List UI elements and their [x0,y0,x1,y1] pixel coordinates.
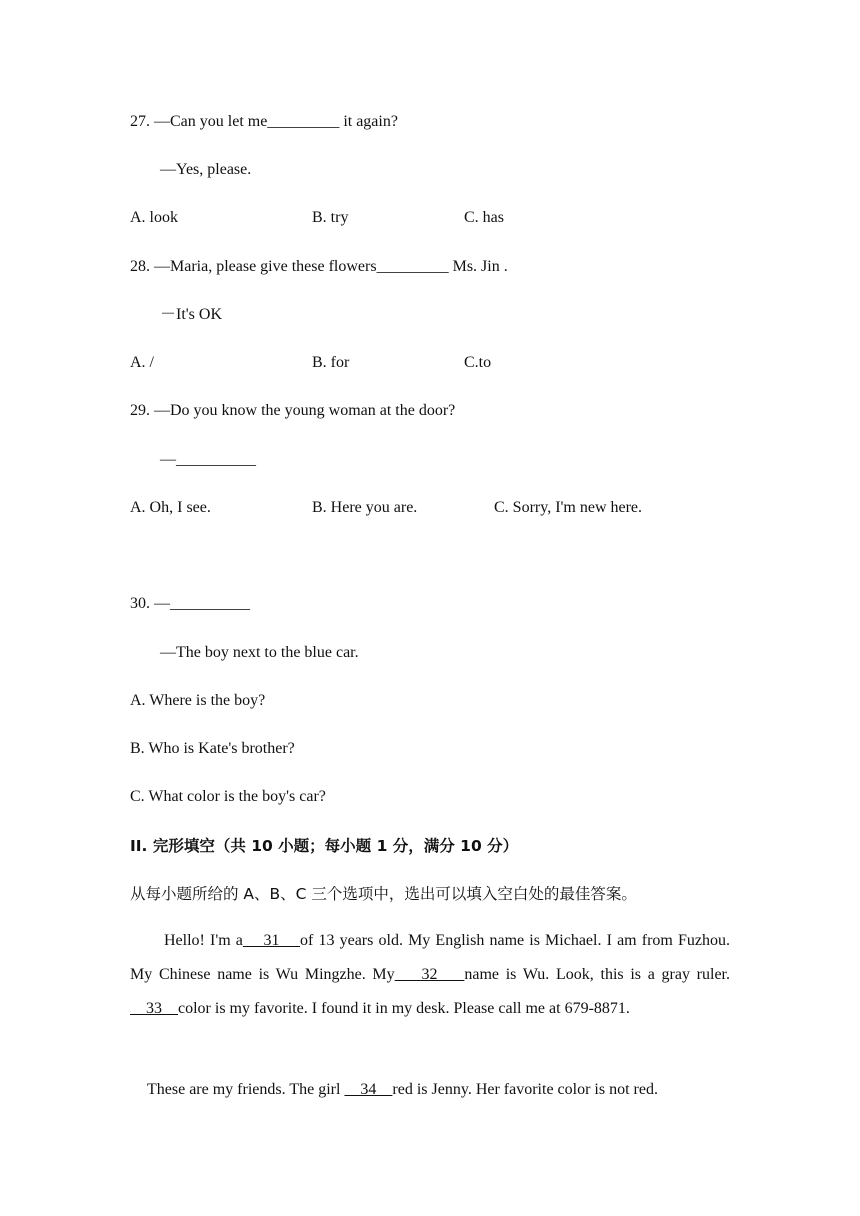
question-28-answer-line: －It's OK [160,306,222,323]
section-heading: II. 完形填空（共 10 小题；每小题 1 分，满分 10 分） [130,837,519,855]
blank-31: 31 [242,932,300,949]
option-c: C. Sorry, I'm new here. [494,499,643,516]
option-a: A. Oh, I see. [130,499,211,516]
question-27-answer-line: —Yes, please. [160,161,252,178]
option-c: C.to [464,354,492,371]
cloze-passage-paragraph-1: Hello! I'm a 31 of 13 years old. My English name is Michael. I am from Fuzhou. My Chinese name is Wu Mingzhe. My 32 name is Wu. Look, this is a gray ruler. 33 color is my favorite. I found it in my desk. Please call me at 679-8871. [130,932,730,1017]
question-30-option-a: A. Where is the boy? [130,692,266,709]
option-a: A. / [130,354,154,371]
blank-34: 34 [344,1081,393,1098]
option-a: A. look [130,209,178,226]
option-b: B. for [312,354,350,371]
question-30-option-b: B. Who is Kate's brother? [130,740,295,757]
cloze-passage-paragraph-2: These are my friends. The girl 34 red is Jenny. Her favorite color is not red. [147,1081,658,1098]
question-27-stem: 27. —Can you let me_________ it again? [130,113,398,130]
question-30-answer-line: —The boy next to the blue car. [160,644,359,661]
blank-33: 33 [130,1000,178,1017]
question-30-stem: 30. —__________ [130,595,250,612]
option-b: B. try [312,209,349,226]
blank-32: 32 [394,966,465,983]
option-b: B. Here you are. [312,499,418,516]
option-c: C. has [464,209,504,226]
question-28-stem: 28. —Maria, please give these flowers_________ Ms. Jin . [130,258,508,275]
question-29-answer-line: —__________ [160,451,256,468]
section-instruction: 从每小题所给的 A、B、C 三个选项中，选出可以填入空白处的最佳答案。 [130,885,637,903]
question-29-stem: 29. —Do you know the young woman at the door? [130,402,456,419]
question-30-option-c: C. What color is the boy's car? [130,788,326,805]
